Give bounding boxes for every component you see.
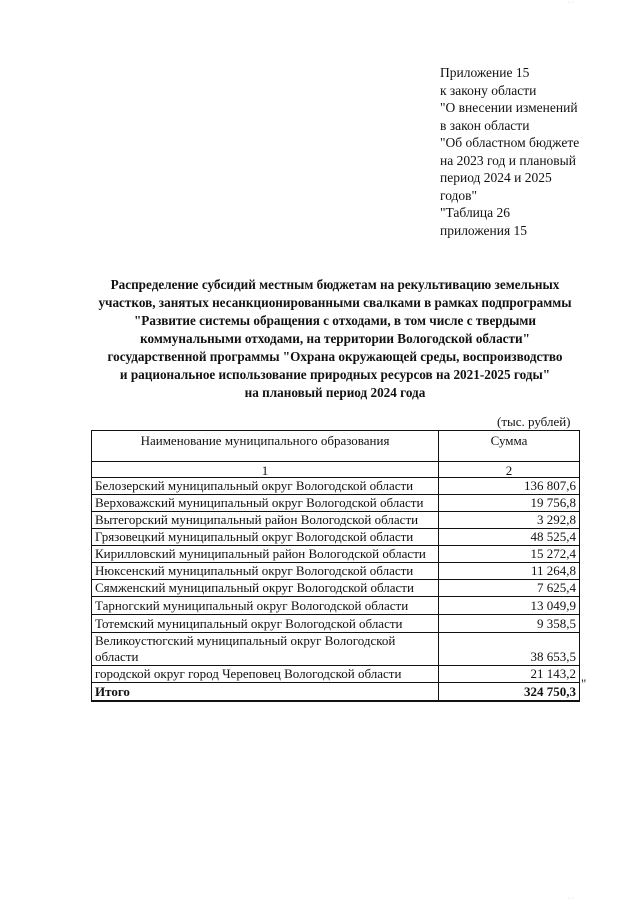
row-name: городской округ город Череповец Вологодской области bbox=[92, 666, 439, 683]
row-name: Тотемский муниципальный округ Вологодской области bbox=[92, 615, 439, 633]
title-line: "Развитие системы обращения с отходами, в том числе с твердыми bbox=[133, 313, 537, 328]
scan-mark-top: · · bbox=[568, 0, 574, 6]
table-row bbox=[92, 495, 580, 512]
row-name: Сямженский муниципальный округ Вологодской области bbox=[92, 580, 439, 597]
total-sum: 324 750,3 bbox=[439, 683, 580, 702]
table-row bbox=[92, 478, 580, 495]
row-name: Тарногский муниципальный округ Вологодской области bbox=[92, 597, 439, 615]
table-row bbox=[92, 633, 580, 666]
table-row bbox=[92, 529, 580, 546]
appendix-line: "О внесении изменений bbox=[440, 100, 578, 115]
appendix-line: "Об областном бюджете bbox=[440, 135, 580, 150]
row-sum: 13 049,9 bbox=[439, 597, 580, 615]
table-row bbox=[92, 563, 580, 580]
row-sum: 136 807,6 bbox=[439, 478, 580, 495]
appendix-line: период 2024 и 2025 bbox=[440, 170, 552, 185]
scan-mark-bottom: · · bbox=[568, 896, 574, 902]
column-number: 2 bbox=[439, 462, 580, 478]
total-row bbox=[92, 683, 580, 702]
appendix-line: приложения 15 bbox=[440, 222, 528, 238]
title-line: на плановый период 2024 года bbox=[244, 385, 426, 400]
row-name: Белозерский муниципальный округ Вологодской области bbox=[92, 478, 439, 495]
row-sum: 11 264,8 bbox=[439, 563, 580, 580]
appendix-line: к закону области bbox=[440, 82, 537, 98]
row-sum: 9 358,5 bbox=[439, 615, 580, 633]
row-sum: 38 653,5 bbox=[439, 633, 580, 666]
title-line: участков, занятых несанкционированными свалками в рамках подпрограммы bbox=[98, 295, 572, 310]
header-name: Наименование муниципального образования bbox=[92, 431, 439, 462]
row-sum: 3 292,8 bbox=[439, 512, 580, 529]
table-row bbox=[92, 597, 580, 615]
row-sum: 19 756,8 bbox=[439, 495, 580, 512]
row-name: Нюксенский муниципальный округ Вологодской области bbox=[92, 563, 439, 580]
appendix-line: в закон области bbox=[440, 117, 530, 133]
column-number-row bbox=[92, 462, 580, 478]
row-sum: 15 272,4 bbox=[439, 546, 580, 563]
row-name: Верховажский муниципальный округ Вологодской области bbox=[92, 495, 439, 512]
total-label: Итого bbox=[92, 683, 439, 702]
document-title bbox=[70, 276, 600, 402]
table-row bbox=[92, 615, 580, 633]
title-line: коммунальными отходами, на территории Вологодской области" bbox=[140, 331, 530, 346]
appendix-line: годов" bbox=[440, 187, 478, 203]
appendix-line: на 2023 год и плановый bbox=[440, 152, 576, 168]
row-sum: 21 143,2 bbox=[439, 666, 580, 683]
table-row bbox=[92, 666, 580, 683]
row-name: Великоустюгский муниципальный округ Вологодской области bbox=[92, 633, 439, 666]
table-row bbox=[92, 512, 580, 529]
subsidy-table bbox=[91, 430, 580, 702]
appendix-line: Приложение 15 bbox=[440, 65, 530, 80]
table-row bbox=[92, 546, 580, 563]
table-header-row bbox=[92, 431, 580, 462]
header-sum: Сумма bbox=[439, 431, 580, 462]
appendix-line: "Таблица 26 bbox=[440, 205, 510, 220]
row-name: Кирилловский муниципальный район Вологодской области bbox=[92, 546, 439, 563]
appendix-header bbox=[440, 64, 630, 239]
row-name: Грязовецкий муниципальный округ Вологодской области bbox=[92, 529, 439, 546]
column-number: 1 bbox=[92, 462, 439, 478]
title-line: Распределение субсидий местным бюджетам на рекультивацию земельных bbox=[110, 277, 560, 292]
units-label: (тыс. рублей) bbox=[497, 414, 571, 429]
title-line: государственной программы "Охрана окружающей среды, воспроизводство bbox=[107, 349, 563, 364]
row-sum: 48 525,4 bbox=[439, 529, 580, 546]
title-line: и рациональное использование природных ресурсов на 2021-2025 годы" bbox=[119, 367, 551, 382]
row-name: Вытегорский муниципальный район Вологодской области bbox=[92, 512, 439, 529]
row-sum: 7 625,4 bbox=[439, 580, 580, 597]
table-row bbox=[92, 580, 580, 597]
closing-quote: " bbox=[581, 676, 587, 691]
